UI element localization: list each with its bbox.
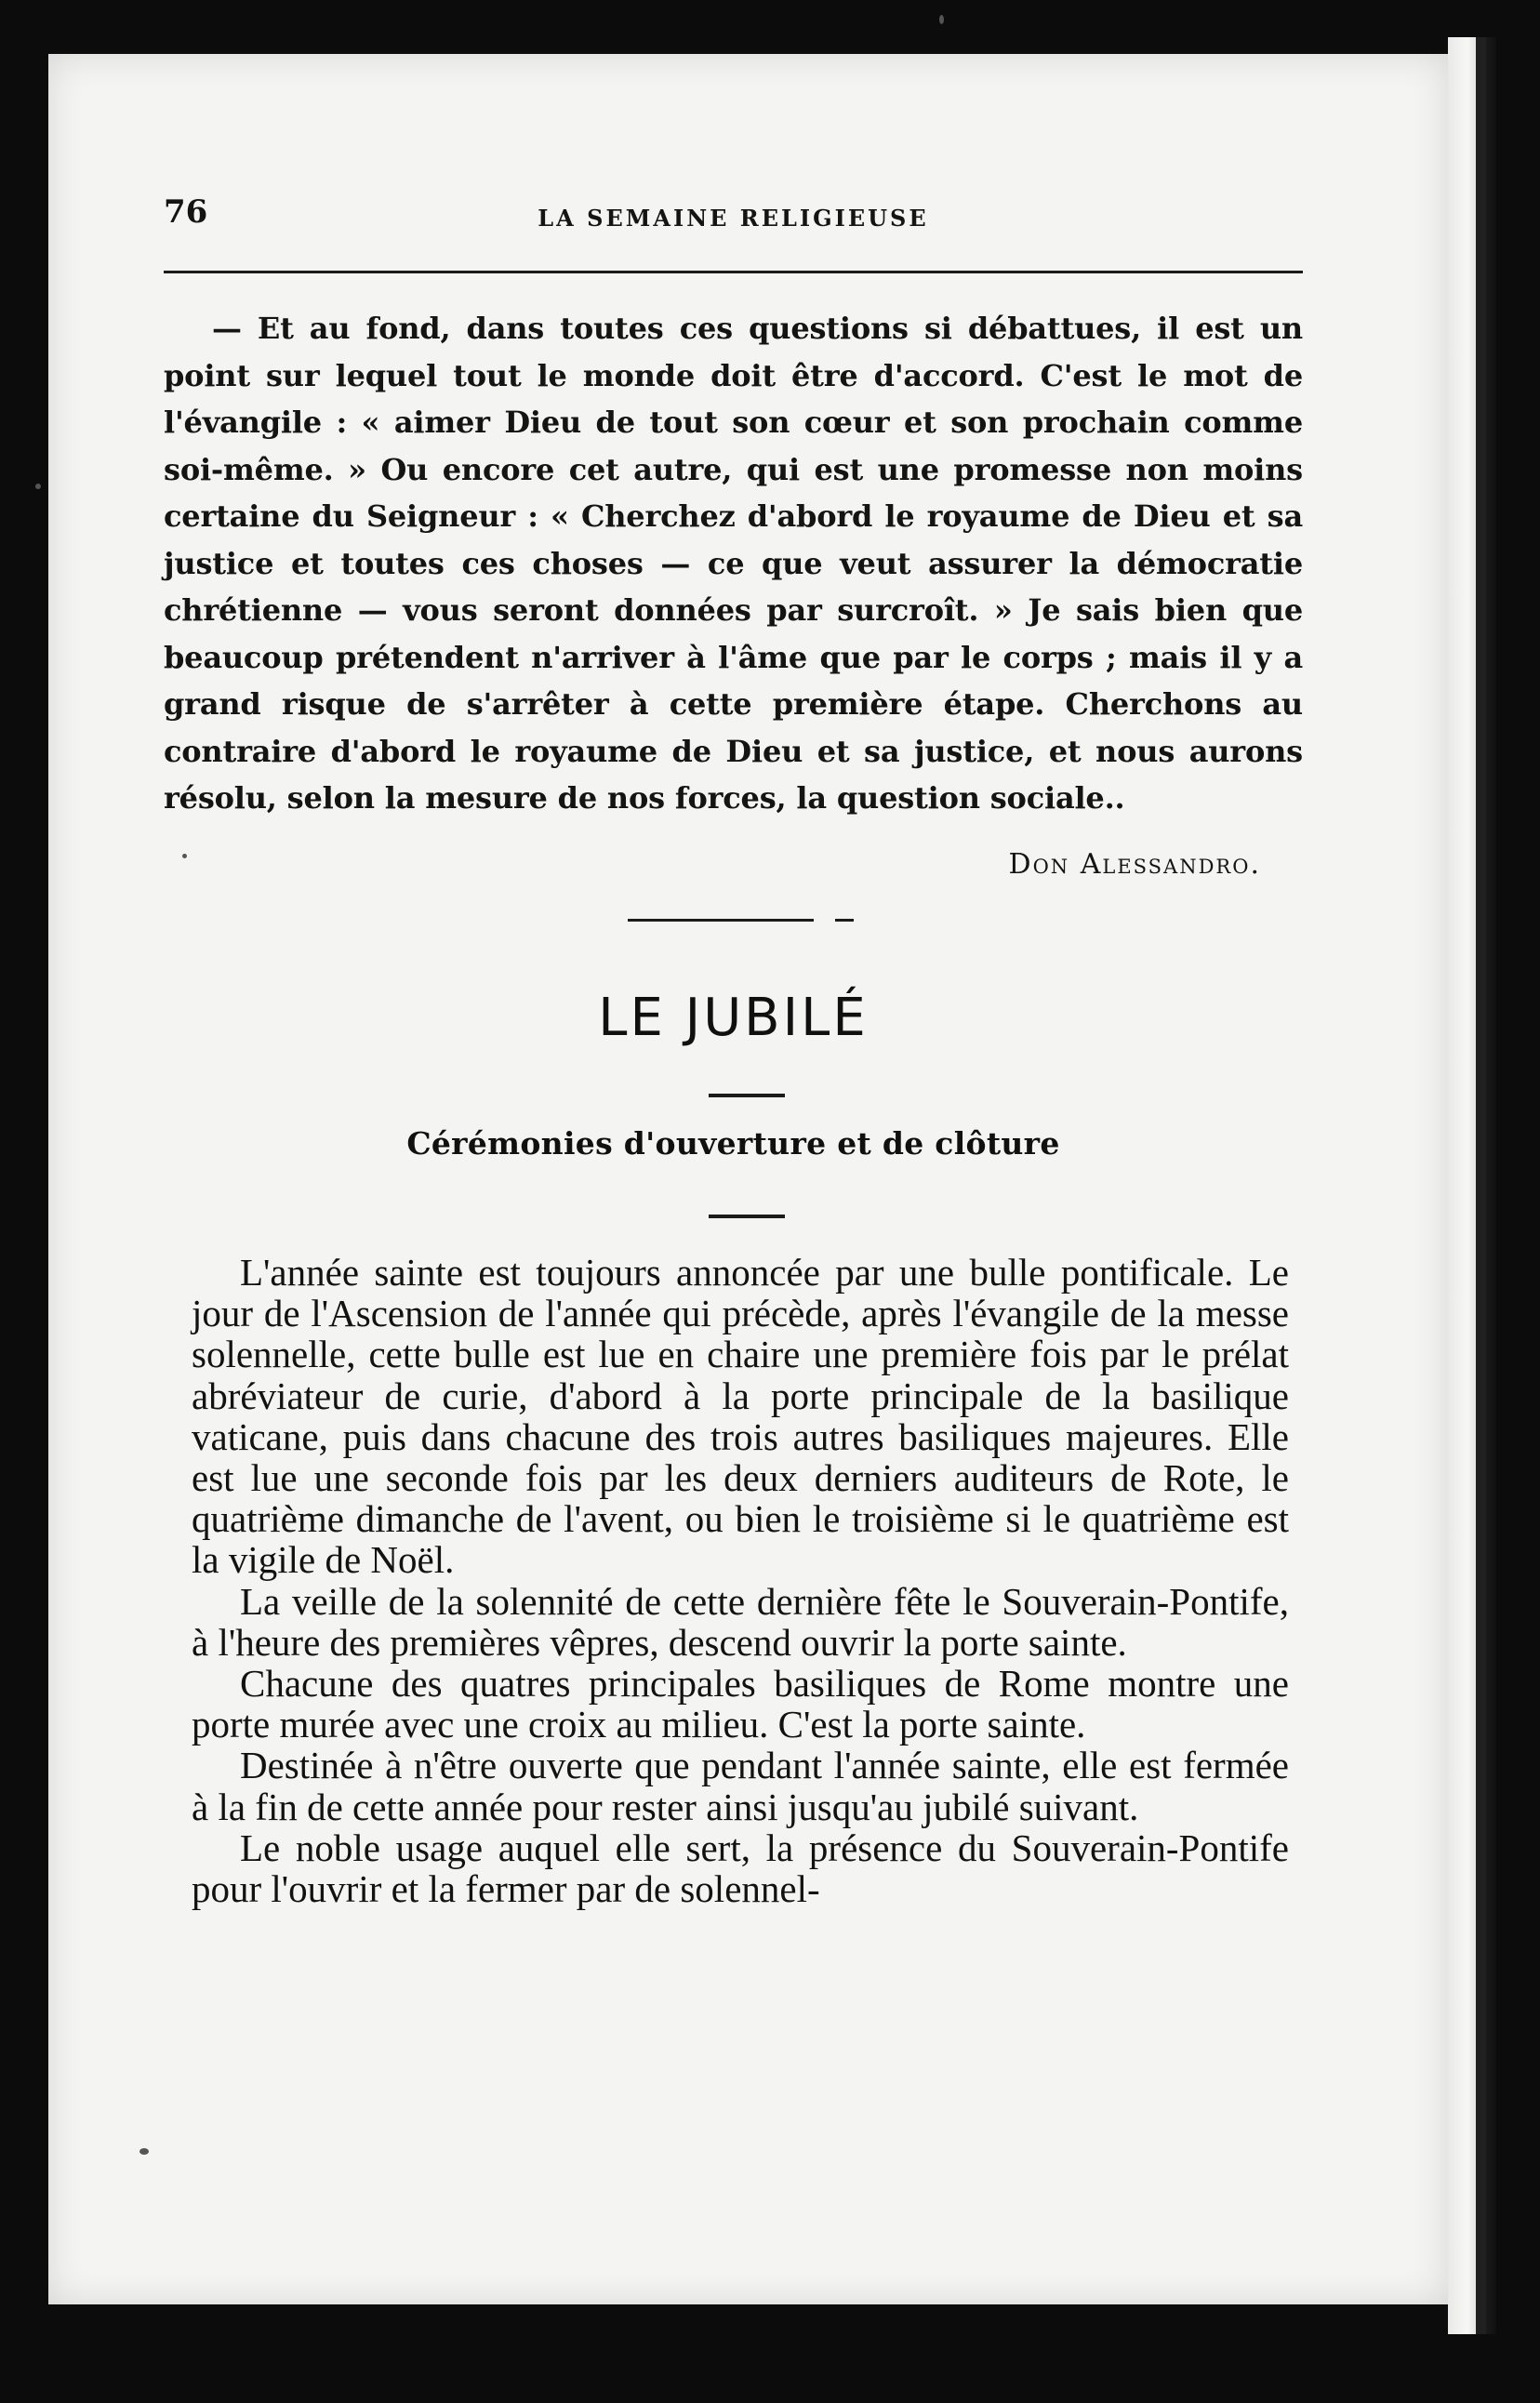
article-title: LE JUBILÉ	[598, 988, 869, 1048]
journal-title: LA SEMAINE RELIGIEUSE	[538, 205, 929, 232]
scan-speck	[939, 15, 944, 24]
scan-speck	[139, 2148, 149, 2155]
body-paragraph: Le noble usage auquel elle sert, la présence du Souverain-Pontife pour l'ouvrir et la fermer par de solennel-	[192, 1825, 1289, 1911]
body-paragraph: La veille de la solennité de cette dernière fête le Souverain-Pontife, à l'heure des premières vêpres, descend ouvrir la porte sainte.	[192, 1579, 1289, 1664]
scan-speck	[35, 484, 41, 489]
binding-strip	[1476, 37, 1485, 2334]
body-paragraph: L'année sainte est toujours annoncée par une bulle pontificale. Le jour de l'Ascension de l'année qui précède, après l'évangile de la messe solennelle, cette bulle est lue en chaire une première fois par le prélat abréviateur de curie, d'abord à la porte principale de la basilique vaticane, puis dans chacune des trois autres basiliques majeures. Elle est lue une seconde fois par les deux derniers auditeurs de Rote, le quatrième dimanche de l'avent, ou bien le troisième si le quatrième est la vigile de Noël.	[192, 1251, 1289, 1582]
body-paragraph: Destinée à n'être ouverte que pendant l'année sainte, elle est fermée à la fin de cette année pour rester ainsi jusqu'au jubilé suivant.	[192, 1744, 1289, 1828]
header-rule	[164, 271, 1303, 273]
author-signature: Don Alessandro.	[1008, 848, 1261, 881]
article-separator-dash	[835, 919, 854, 922]
article-subtitle: Cérémonies d'ouverture et de clôture	[406, 1125, 1060, 1162]
subtitle-rule	[709, 1215, 785, 1218]
page-number: 76	[164, 193, 208, 231]
article-body	[192, 1252, 1289, 1909]
page-edge-shadow	[1448, 37, 1496, 2334]
running-header	[164, 193, 1303, 240]
title-rule	[709, 1094, 785, 1097]
scan-speck	[182, 854, 187, 858]
previous-article-paragraph: — Et au fond, dans toutes ces questions si débattues, il est un point sur lequel tout le monde doit être d'accord. C'est le mot de l'évangile : « aimer Dieu de tout son cœur et son prochain comme soi-même. » Ou encore cet autre, qui est une promesse non moins certaine du Seigneur : « Cherchez d'abord le royaume de Dieu et sa justice et toutes ces choses — ce que veut assurer la démocratie chrétienne — vous seront données par surcroît. » Je sais bien que beaucoup prétendent n'arriver à l'âme que par le corps ; mais il y a grand risque de s'arrêter à cette première étape. Cherchons au contraire d'abord le royaume de Dieu et sa justice, et nous aurons résolu, selon la mesure de nos forces, la question sociale..	[164, 311, 1303, 816]
body-paragraph: Chacune des quatres principales basiliques de Rome montre une porte murée avec une croix au milieu. C'est la porte sainte.	[192, 1662, 1289, 1746]
article-separator	[628, 919, 814, 922]
